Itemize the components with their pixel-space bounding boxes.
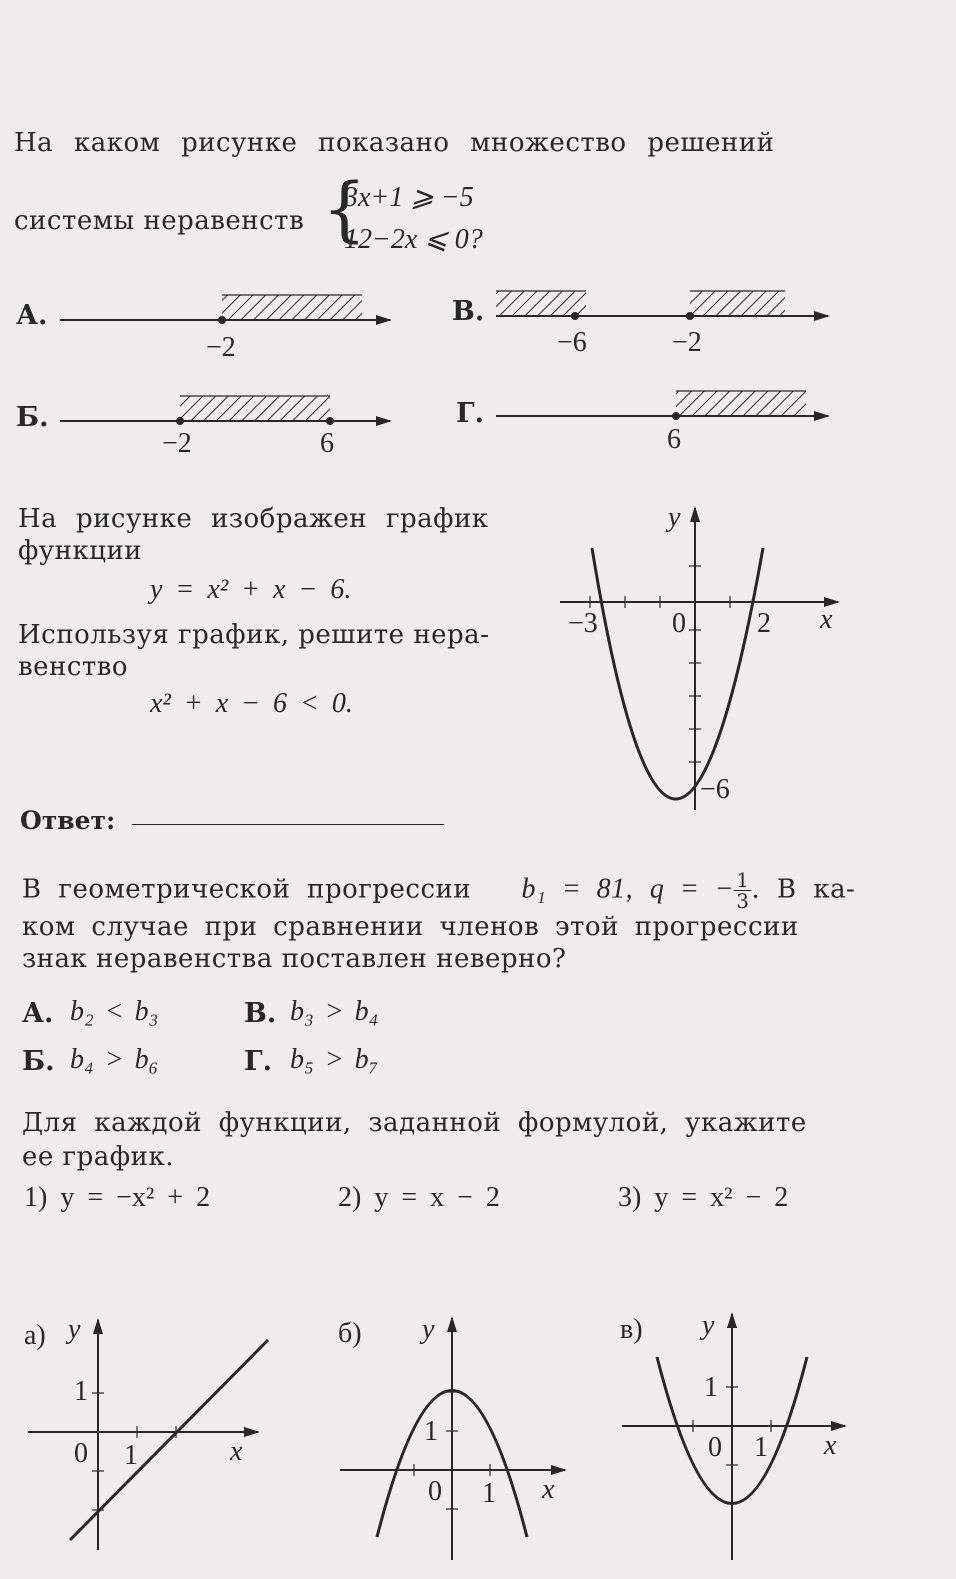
q1-option-v-label[interactable]: В. — [452, 296, 485, 327]
graph-b — [340, 1318, 565, 1560]
option-b-tick-1: −2 — [162, 428, 192, 459]
q3-option-a-label[interactable]: А. — [22, 998, 54, 1029]
answer-label: Ответ: — [20, 806, 116, 835]
q2-formula: y = x² + x − 6. — [150, 574, 352, 605]
q3-option-v-label[interactable]: В. — [244, 998, 277, 1029]
q2-text-line1: На рисунке изображен график — [18, 504, 489, 534]
graph-a-label[interactable]: а) — [24, 1320, 46, 1351]
q1-text-line1: На каком рисунке показано множество решений — [14, 128, 775, 158]
q2-text-line4: венство — [18, 652, 129, 682]
q3-option-a-expr: b₂ < b₃ — [70, 996, 159, 1027]
graph-b-tick-x1: 1 — [482, 1478, 496, 1509]
q3-option-b-label[interactable]: Б. — [22, 1046, 55, 1077]
graph-a-tick-0: 0 — [74, 1438, 88, 1469]
q3-fraction-num: 1 — [736, 868, 750, 892]
q3-option-g-label[interactable]: Г. — [244, 1046, 273, 1077]
option-a-tick-1: −2 — [206, 332, 236, 363]
graph-v-y-label: y — [702, 1310, 715, 1341]
graph-b-x-label: x — [542, 1474, 555, 1505]
option-v-tick-2: −2 — [672, 327, 702, 358]
q1-option-a-label[interactable]: А. — [16, 300, 48, 331]
q3-text-part-b: . В ка- — [751, 874, 856, 905]
q3-text-line2: ком случае при сравнении членов этой прогрессии — [22, 912, 799, 942]
q3-option-g-expr: b₅ > b₇ — [290, 1044, 379, 1075]
q1-option-g-label[interactable]: Г. — [456, 398, 485, 429]
graph-b-tick-0: 0 — [428, 1476, 442, 1507]
q1-inequality-1: 3x+1 ⩾ −5 — [344, 182, 474, 213]
option-v-tick-1: −6 — [557, 327, 587, 358]
graph-b-tick-y1: 1 — [424, 1416, 438, 1447]
graph-v-tick-x1: 1 — [754, 1432, 768, 1463]
q2-tick-0: 0 — [672, 608, 686, 639]
q3-q: q = − — [649, 873, 735, 905]
q4-formula-1: 1) y = −x² + 2 — [24, 1182, 211, 1213]
q1-inequality-2: 12−2x ⩽ 0? — [344, 224, 483, 255]
q4-formula-3: 3) y = x² − 2 — [618, 1182, 789, 1213]
graph-b-label[interactable]: б) — [338, 1318, 362, 1349]
graph-v-x-label: x — [824, 1430, 837, 1461]
graph-a-tick-y1: 1 — [74, 1376, 88, 1407]
q4-formula-2: 2) y = x − 2 — [338, 1182, 500, 1213]
option-g-tick-1: 6 — [667, 424, 681, 455]
q3-b1: b₁ = 81, — [521, 873, 634, 905]
graph-a-y-label: y — [68, 1314, 81, 1345]
q3-option-v-expr: b₃ > b₄ — [290, 996, 379, 1027]
graph-a — [28, 1320, 268, 1550]
q2-tick-2: 2 — [757, 608, 771, 639]
system-brace: { — [322, 168, 367, 250]
q2-tick-minus3: −3 — [568, 608, 598, 639]
graph-v-tick-0: 0 — [708, 1432, 722, 1463]
q2-text-line3: Используя график, решите нера- — [18, 620, 490, 650]
q2-y-axis-label: y — [668, 502, 681, 533]
graph-a-tick-x1: 1 — [124, 1440, 138, 1471]
q2-tick-minus6: −6 — [700, 774, 730, 805]
option-b-tick-2: 6 — [320, 428, 334, 459]
graph-b-y-label: y — [422, 1314, 435, 1345]
q1-option-b-label[interactable]: Б. — [16, 402, 49, 433]
graph-a-x-label: x — [230, 1436, 243, 1467]
q4-text-line2: ее график. — [22, 1142, 174, 1172]
q4-text-line1: Для каждой функции, заданной формулой, укажите — [22, 1108, 807, 1138]
q3-text-part-a: В геометрической прогрессии — [22, 874, 472, 905]
q3-text-line3: знак неравенства поставлен неверно? — [22, 944, 567, 974]
q2-inequality: x² + x − 6 < 0. — [150, 688, 353, 719]
q2-x-axis-label: x — [820, 604, 833, 635]
q3-fraction-den: 3 — [736, 889, 750, 913]
graph-v — [622, 1314, 845, 1560]
graph-v-tick-y1: 1 — [704, 1372, 718, 1403]
q1-text-line2: системы неравенств — [14, 206, 305, 236]
q2-text-line2: функции — [18, 536, 143, 566]
graph-v-label[interactable]: в) — [620, 1314, 643, 1345]
q3-option-b-expr: b₄ > b₆ — [70, 1044, 159, 1075]
